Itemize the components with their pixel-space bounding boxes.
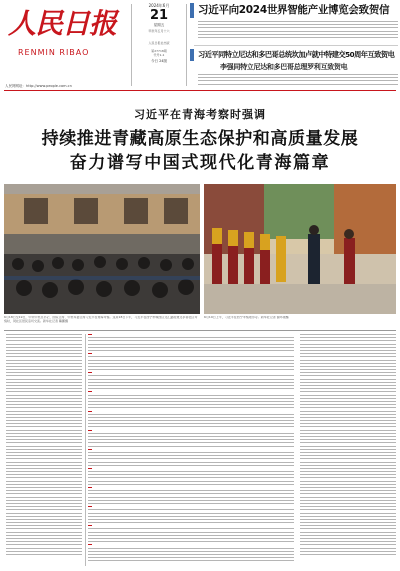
- photo-community-visit: [4, 184, 200, 314]
- code-number: 第27718期: [151, 49, 167, 53]
- date-lunar: 甲辰年五月十六: [148, 29, 170, 33]
- photo-temple-visit-image: [204, 184, 396, 314]
- masthead-website: 人民网网址：http://www.people.com.cn: [5, 84, 72, 88]
- top-news-subheadline-2: 李强同特立尼达和多巴哥总理罗利互致贺电: [220, 63, 348, 71]
- masthead-logo: 人民日报: [8, 7, 117, 40]
- lead-headline-2: 奋力谱写中国式现代化青海篇章: [69, 153, 331, 173]
- masthead-pinyin: RENMIN RIBAO: [18, 48, 90, 57]
- photo-caption-2: 6月19日上午，习近平在西宁考察塔尔寺。新华社记者 谢环驰摄: [204, 316, 289, 319]
- date-block: [134, 3, 184, 75]
- photo-community-visit-image: [4, 184, 200, 314]
- article-column-left: [6, 334, 82, 566]
- lead-kicker: 习近平在青海考察时强调: [134, 108, 266, 121]
- date-year-month: 2024年6月: [148, 3, 170, 8]
- page-count: 今日 24版: [150, 59, 168, 63]
- top-news: [190, 0, 398, 90]
- issn: 代号1-1: [153, 53, 165, 57]
- top-news-bar-2: [190, 49, 194, 61]
- top-news-headline-1: 习近平向2024世界智能产业博览会致贺信: [198, 4, 390, 16]
- top-news-bar-1: [190, 3, 194, 18]
- lead-headline-1: 持续推进青藏高原生态保护和高质量发展: [41, 129, 359, 149]
- photo-caption-1: 6月18日至19日，中共中央总书记、国家主席、中央军委主席习近平在青海考察。这是18日下午，习近平在西宁市城西区文汇路街道文亭巷社区考察时，同社区居民亲切交流。新华社记者 鞠鹏摄: [4, 316, 198, 323]
- publisher: 人民日报社出版: [148, 41, 170, 45]
- article-column-main: [88, 334, 398, 566]
- photo-temple-visit: [204, 184, 396, 314]
- date-day: 21: [149, 8, 169, 23]
- top-news-headline-2: 习近平同特立尼达和多巴哥总统坎加卢就中特建交50周年互致贺电: [198, 50, 395, 59]
- date-weekday: 星期五: [153, 23, 165, 27]
